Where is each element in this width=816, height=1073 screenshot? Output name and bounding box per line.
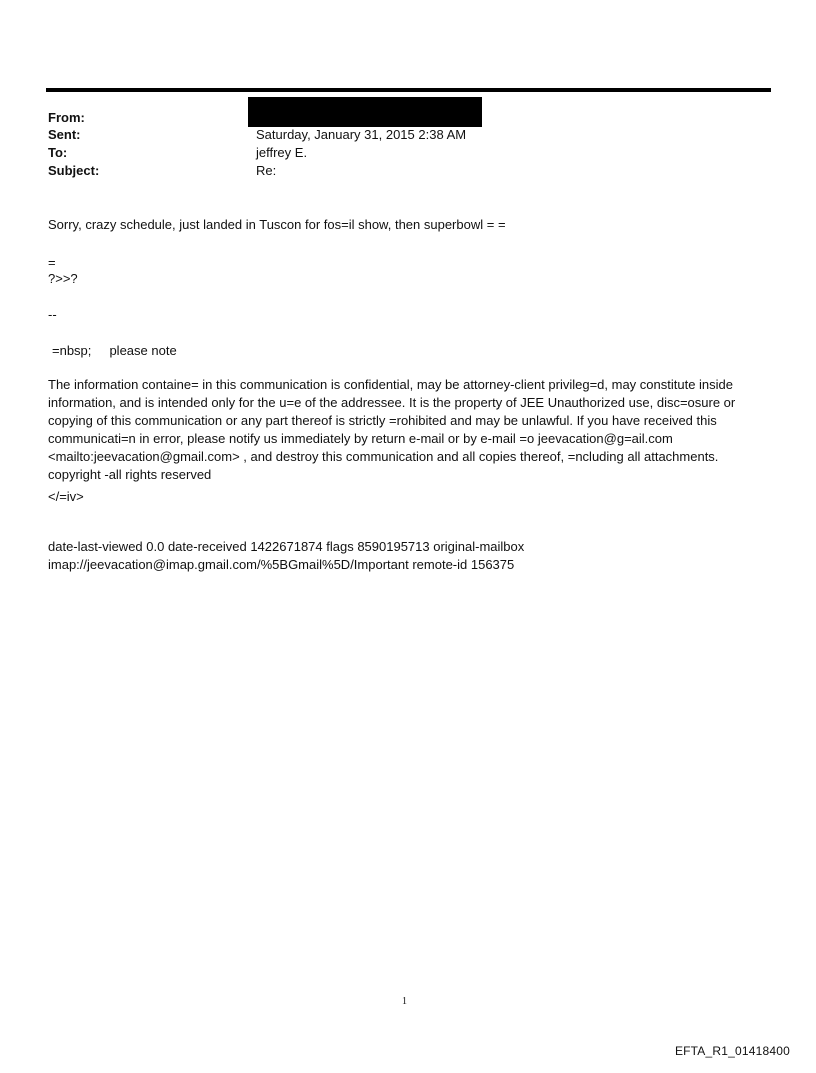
body-line-1: Sorry, crazy schedule, just landed in Tuscon for fos=il show, then superbowl = = (48, 217, 506, 232)
subject-label: Subject: (48, 163, 100, 178)
disclaimer-paragraph: The information containe= in this communication is confidential, may be attorney-client privileg=d, may constitute inside information, and is intended only for the u=e of the addressee. It is the property of JEE Unauthorized use, disc=osure or copying of this communication or any part thereof is strictly =rohibited and may be unlawful. If you have received this communicati=n in error, please notify us immediately by return e-mail or by e-mail =o jeevacation@g=ail.com <mailto:jeevacation@gmail.com> , and destroy this communication and all copies thereof, =ncluding all attachments. copyright -all rights reserved (48, 377, 736, 482)
metadata-line-2: imap://jeevacation@imap.gmail.com/%5BGmail%5D/Important remote-id 156375 (48, 557, 515, 572)
to-label: To: (48, 145, 68, 160)
body-line-2: = (48, 255, 56, 270)
sent-value: Saturday, January 31, 2015 2:38 AM (256, 127, 467, 142)
to-value: jeffrey E. (256, 145, 308, 160)
from-label: From: (48, 110, 85, 125)
body-line-3: ?>>? (48, 271, 78, 286)
body-line-4: -- (48, 307, 57, 322)
metadata-line-1: date-last-viewed 0.0 date-received 1422671874 flags 8590195713 original-mailbox (48, 539, 525, 554)
sent-label: Sent: (48, 127, 81, 142)
redaction-block (248, 97, 482, 127)
closing-tag: </=iv> (48, 489, 84, 504)
header-rule (46, 88, 771, 92)
body-line-5: =nbsp; please note (52, 343, 177, 358)
subject-value: Re: (256, 163, 277, 178)
bates-number: EFTA_R1_01418400 (674, 1044, 790, 1058)
page-number: 1 (402, 996, 407, 1007)
